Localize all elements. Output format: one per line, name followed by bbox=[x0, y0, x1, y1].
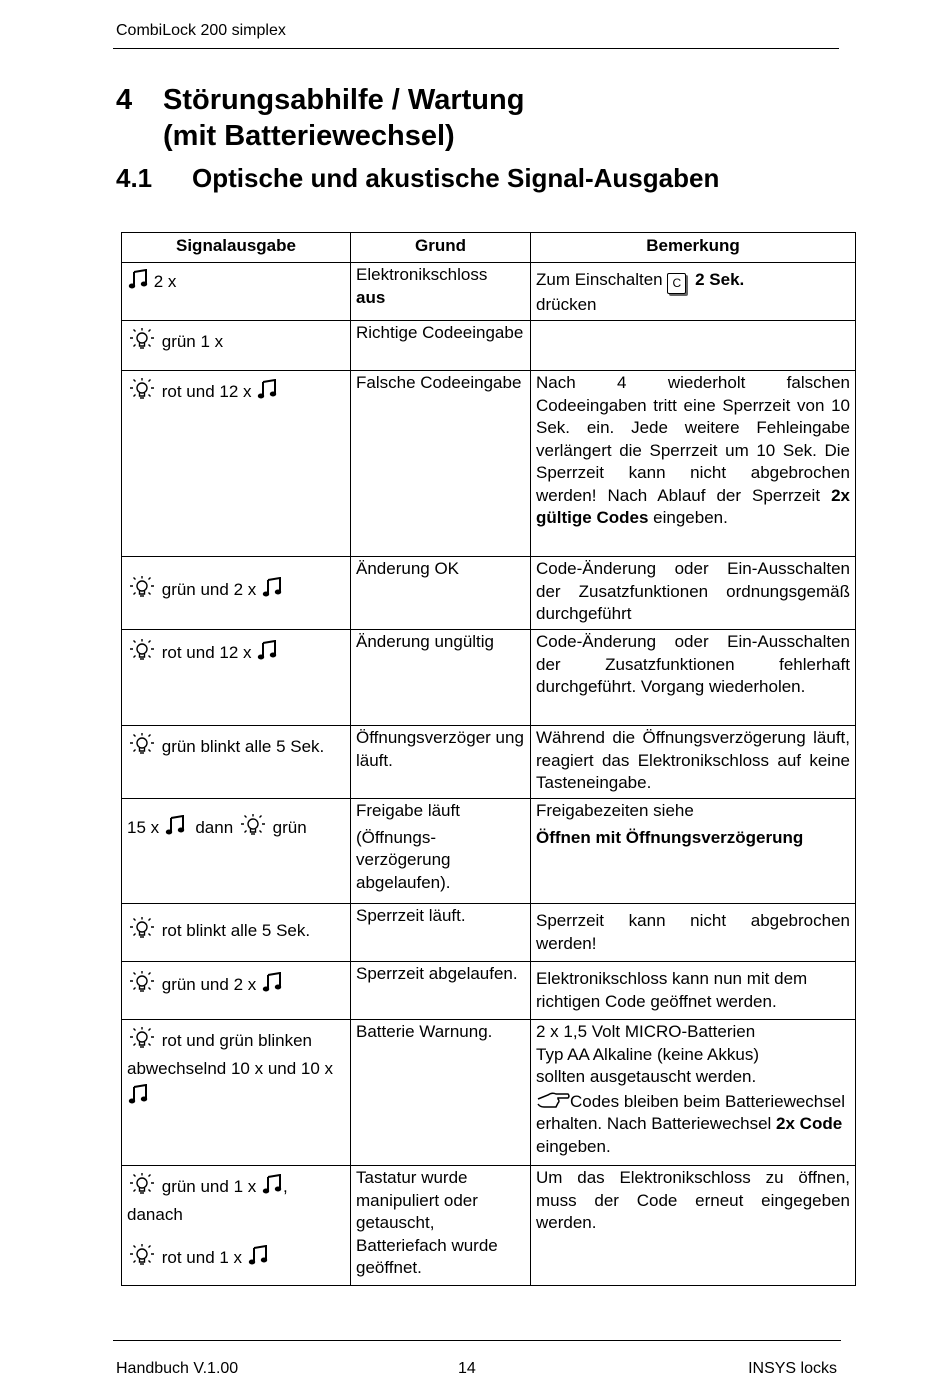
table-row bbox=[122, 630, 856, 726]
reason-cell: Tastatur wurde manipuliert oder getauscht, Batteriefach wurde geöffnet. bbox=[351, 1166, 531, 1286]
remark-text: 2 x 1,5 Volt MICRO-Batterien bbox=[536, 1022, 756, 1041]
signal-text: grün und 1 x bbox=[161, 1177, 257, 1196]
reason-cell bbox=[351, 263, 531, 321]
light-bulb-icon bbox=[127, 732, 157, 756]
remark-text: eingeben. bbox=[653, 508, 728, 527]
remark-bold: 2x gültige Codes bbox=[536, 485, 850, 527]
section-title: Optische und akustische Signal-Ausgaben bbox=[192, 163, 720, 193]
remark-text: Zum Einschalten bbox=[536, 270, 663, 289]
reason-cell: Richtige Codeeingabe bbox=[351, 321, 531, 371]
signal-text: rot und 1 x bbox=[161, 1248, 243, 1267]
remark-cell: Code-Änderung oder Ein-Ausschalten der Zusatzfunktionen fehlerhaft durchgeführt. Vorgang wiederholen. bbox=[531, 630, 856, 726]
running-header: CombiLock 200 simplex bbox=[116, 22, 286, 39]
signal-cell bbox=[122, 630, 351, 726]
footer-rule bbox=[113, 1340, 841, 1341]
remark-bold: 2x Code bbox=[776, 1114, 843, 1133]
remark-bold: Öffnen mit Öffnungsverzögerung bbox=[536, 827, 804, 847]
signal-text: 2 x bbox=[153, 272, 177, 291]
signal-cell bbox=[122, 799, 351, 904]
column-header: Grund bbox=[351, 233, 531, 263]
signal-cell bbox=[122, 557, 351, 630]
chapter-title-line1: Störungsabhilfe / Wartung bbox=[163, 84, 525, 116]
signal-text: grün und 2 x bbox=[161, 580, 257, 599]
remark-cell bbox=[531, 1020, 856, 1166]
signal-text: , bbox=[282, 1177, 288, 1196]
signal-cell bbox=[122, 1020, 351, 1166]
signal-text: grün 1 x bbox=[161, 332, 224, 351]
table-header-row bbox=[122, 233, 856, 263]
signal-cell bbox=[122, 371, 351, 557]
table-row bbox=[122, 557, 856, 630]
remark-bold: 2 Sek. bbox=[695, 270, 745, 289]
remark-cell: Elektronikschloss kann nun mit dem richtigen Code geöffnet werden. bbox=[531, 962, 856, 1020]
remark-cell bbox=[531, 799, 856, 904]
signal-text: grün blinkt alle 5 Sek. bbox=[161, 737, 325, 756]
table-row bbox=[122, 904, 856, 962]
reason-cell bbox=[351, 799, 531, 904]
light-bulb-icon bbox=[238, 813, 268, 837]
remark-cell bbox=[531, 321, 856, 371]
light-bulb-icon bbox=[127, 638, 157, 662]
signal-text: grün bbox=[272, 818, 307, 837]
remark-text: Freigabezeiten siehe bbox=[536, 801, 694, 820]
reason-cell: Änderung OK bbox=[351, 557, 531, 630]
signal-text: grün und 2 x bbox=[161, 975, 257, 994]
remark-cell bbox=[531, 371, 856, 557]
table-row bbox=[122, 371, 856, 557]
reason-bold: aus bbox=[356, 287, 386, 307]
table-row bbox=[122, 321, 856, 371]
reason-cell: Änderung ungültig bbox=[351, 630, 531, 726]
column-header: Bemerkung bbox=[531, 233, 856, 263]
reason-text: Freigabe läuft bbox=[356, 801, 460, 820]
signal-text: rot blinkt alle 5 Sek. bbox=[161, 921, 311, 940]
music-note-icon bbox=[256, 379, 278, 401]
music-note-icon bbox=[127, 269, 149, 291]
reason-text: Elektronikschloss bbox=[356, 265, 488, 284]
section-heading bbox=[116, 163, 719, 194]
remark-cell: Während die Öffnungsverzögerung läuft, reagiert das Elektronikschloss auf keine Tasteneingabe. bbox=[531, 726, 856, 799]
music-note-icon bbox=[247, 1245, 269, 1267]
table-row bbox=[122, 726, 856, 799]
remark-cell: Sperrzeit kann nicht abgebrochen werden! bbox=[531, 904, 856, 962]
signal-cell bbox=[122, 1166, 351, 1286]
light-bulb-icon bbox=[127, 327, 157, 351]
pointing-hand-icon bbox=[536, 1089, 570, 1111]
footer-right: INSYS locks bbox=[748, 1360, 837, 1377]
music-note-icon bbox=[261, 1174, 283, 1196]
music-note-icon bbox=[256, 640, 278, 662]
reason-cell: Sperrzeit läuft. bbox=[351, 904, 531, 962]
light-bulb-icon bbox=[127, 1172, 157, 1196]
column-header: Signalausgabe bbox=[122, 233, 351, 263]
signal-text: rot und grün blinken abwechselnd 10 x und 10 x bbox=[127, 1031, 334, 1078]
table-row bbox=[122, 1020, 856, 1166]
music-note-icon bbox=[261, 577, 283, 599]
music-note-icon bbox=[164, 815, 186, 837]
remark-cell: Code-Änderung oder Ein-Ausschalten der Zusatzfunktionen ordnungsgemäß durchgeführt bbox=[531, 557, 856, 630]
chapter-heading bbox=[116, 82, 524, 154]
signal-text: rot und 12 x bbox=[161, 382, 252, 401]
page-number: 14 bbox=[458, 1360, 476, 1377]
signal-cell bbox=[122, 263, 351, 321]
signal-cell bbox=[122, 962, 351, 1020]
chapter-title-line2: (mit Batteriewechsel) bbox=[163, 120, 455, 152]
signal-cell bbox=[122, 726, 351, 799]
signal-text: dann bbox=[195, 818, 234, 837]
footer-left: Handbuch V.1.00 bbox=[116, 1360, 239, 1377]
table-row bbox=[122, 263, 856, 321]
signal-text: danach bbox=[127, 1205, 183, 1224]
signal-text: 15 x bbox=[127, 818, 160, 837]
table-row bbox=[122, 1166, 856, 1286]
remark-cell: Um das Elektronikschloss zu öffnen, muss der Code erneut eingegeben werden. bbox=[531, 1166, 856, 1286]
reason-text: (Öffnungs-verzögerung abgelaufen). bbox=[356, 827, 451, 892]
remark-text: Typ AA Alkaline (keine Akkus) bbox=[536, 1044, 760, 1064]
music-note-icon bbox=[127, 1084, 149, 1106]
chapter-number: 4 bbox=[116, 84, 133, 116]
remark-text: eingeben. bbox=[536, 1136, 611, 1156]
light-bulb-icon bbox=[127, 575, 157, 599]
music-note-icon bbox=[261, 972, 283, 994]
remark-cell bbox=[531, 263, 856, 321]
light-bulb-icon bbox=[127, 970, 157, 994]
remark-text: drücken bbox=[536, 295, 597, 314]
header-rule bbox=[113, 48, 839, 49]
reason-cell: Falsche Codeeingabe bbox=[351, 371, 531, 557]
signal-table bbox=[121, 232, 856, 1286]
remark-text: Codes bleiben beim Batteriewechsel erhalten. Nach Batteriewechsel bbox=[536, 1091, 845, 1133]
reason-cell: Sperrzeit abgelaufen. bbox=[351, 962, 531, 1020]
light-bulb-icon bbox=[127, 377, 157, 401]
c-key-icon: C bbox=[667, 273, 686, 294]
remark-text: sollten ausgetauscht werden. bbox=[536, 1067, 757, 1086]
light-bulb-icon bbox=[127, 1243, 157, 1267]
light-bulb-icon bbox=[127, 1026, 157, 1050]
signal-cell bbox=[122, 321, 351, 371]
remark-text: Nach 4 wiederholt falschen Codeeingaben tritt eine Sperrzeit von 10 Sek. ein. Jede weitere Fehleingabe verlängert die Sperrzeit um 10 Sek. Die Sperrzeit kann nicht abgebrochen werden! Nach Ablauf der Sperrzeit bbox=[536, 373, 850, 505]
reason-cell: Öffnungsverzöger ung läuft. bbox=[351, 726, 531, 799]
signal-cell bbox=[122, 904, 351, 962]
table-row bbox=[122, 962, 856, 1020]
signal-text: rot und 12 x bbox=[161, 643, 252, 662]
light-bulb-icon bbox=[127, 916, 157, 940]
section-number: 4.1 bbox=[116, 163, 153, 193]
reason-cell: Batterie Warnung. bbox=[351, 1020, 531, 1166]
table-row bbox=[122, 799, 856, 904]
